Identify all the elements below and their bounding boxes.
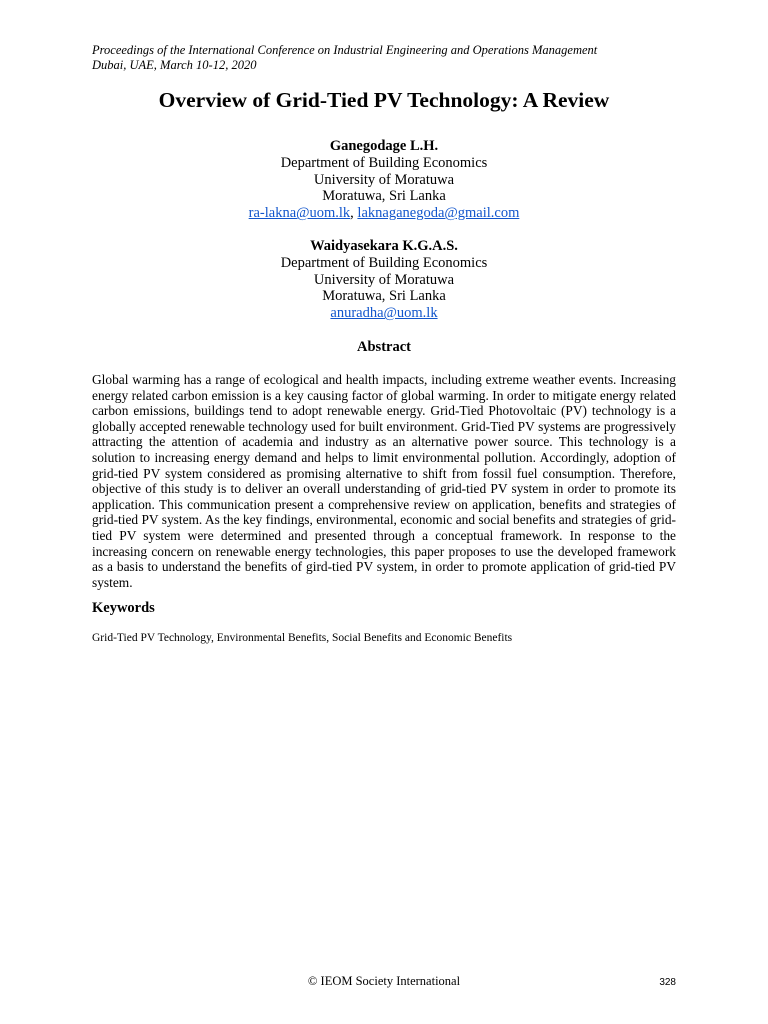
page-number: 328 (659, 977, 676, 988)
author-location: Moratuwa, Sri Lanka (322, 188, 446, 205)
author-block-2 (0, 238, 768, 322)
email-separator: , (350, 205, 358, 222)
author-university: University of Moratuwa (313, 171, 455, 188)
keywords-text: Grid-Tied PV Technology, Environmental Benefits, Social Benefits and Economic Benefits (92, 632, 513, 644)
author-block-1 (0, 138, 768, 222)
author-department: Department of Building Economics (280, 254, 488, 271)
running-header (92, 43, 597, 73)
author-email-link-1[interactable]: anuradha@uom.lk (330, 305, 438, 322)
author-department: Department of Building Economics (280, 154, 488, 171)
author-location: Moratuwa, Sri Lanka (322, 288, 446, 305)
author-name: Ganegodage L.H. (329, 138, 439, 154)
author-name: Waidyasekara K.G.A.S. (310, 238, 458, 254)
author-emails (0, 205, 768, 222)
author-email-link-1[interactable]: ra-lakna@uom.lk (248, 205, 351, 222)
abstract-text: Global warming has a range of ecological and health impacts, including extreme weather events. Increasing energy related carbon emission is a key causing factor of global warming. In order to mitigate energy related carbon emissions, buildings tend to adopt renewable energy. Grid-Tied Photovoltaic (PV) technology is a globally accepted renewable technology used for built environment. Grid-Tied PV systems are progressively attracting the attention of academia and industry as an alternative power source. This technology is a solution to increasing energy demand and helps to limit environmental pollution. Accordingly, adoption of grid-tied PV system considered as promising alternative to shift from fossil fuel consumption. Therefore, objective of this study is to deliver an overall understanding of grid-tied PV system in order to promote its application. This communication present a comprehensive review on application, benefits and strategies of grid-tied PV system. As the key findings, environmental, economic and social benefits and strategies of grid-tied PV system were determined and presented through a conceptual framework. In response to the increasing concern on renewable energy technologies, this paper proposes to use the developed framework as a basis to understand the benefits of gird-tied PV system, in order to promote application of grid-tied PV system. (92, 372, 676, 590)
conference-location-date: Dubai, UAE, March 10-12, 2020 (92, 58, 257, 72)
abstract-heading: Abstract (357, 339, 411, 355)
author-email-link-2[interactable]: laknaganegoda@gmail.com (357, 205, 520, 222)
conference-name: Proceedings of the International Conference on Industrial Engineering and Operations Management (92, 43, 598, 57)
paper-title: Overview of Grid-Tied PV Technology: A Review (158, 88, 610, 112)
author-emails (0, 305, 768, 322)
author-university: University of Moratuwa (313, 271, 455, 288)
footer-copyright: © IEOM Society International (307, 974, 461, 988)
keywords-heading: Keywords (92, 600, 155, 616)
